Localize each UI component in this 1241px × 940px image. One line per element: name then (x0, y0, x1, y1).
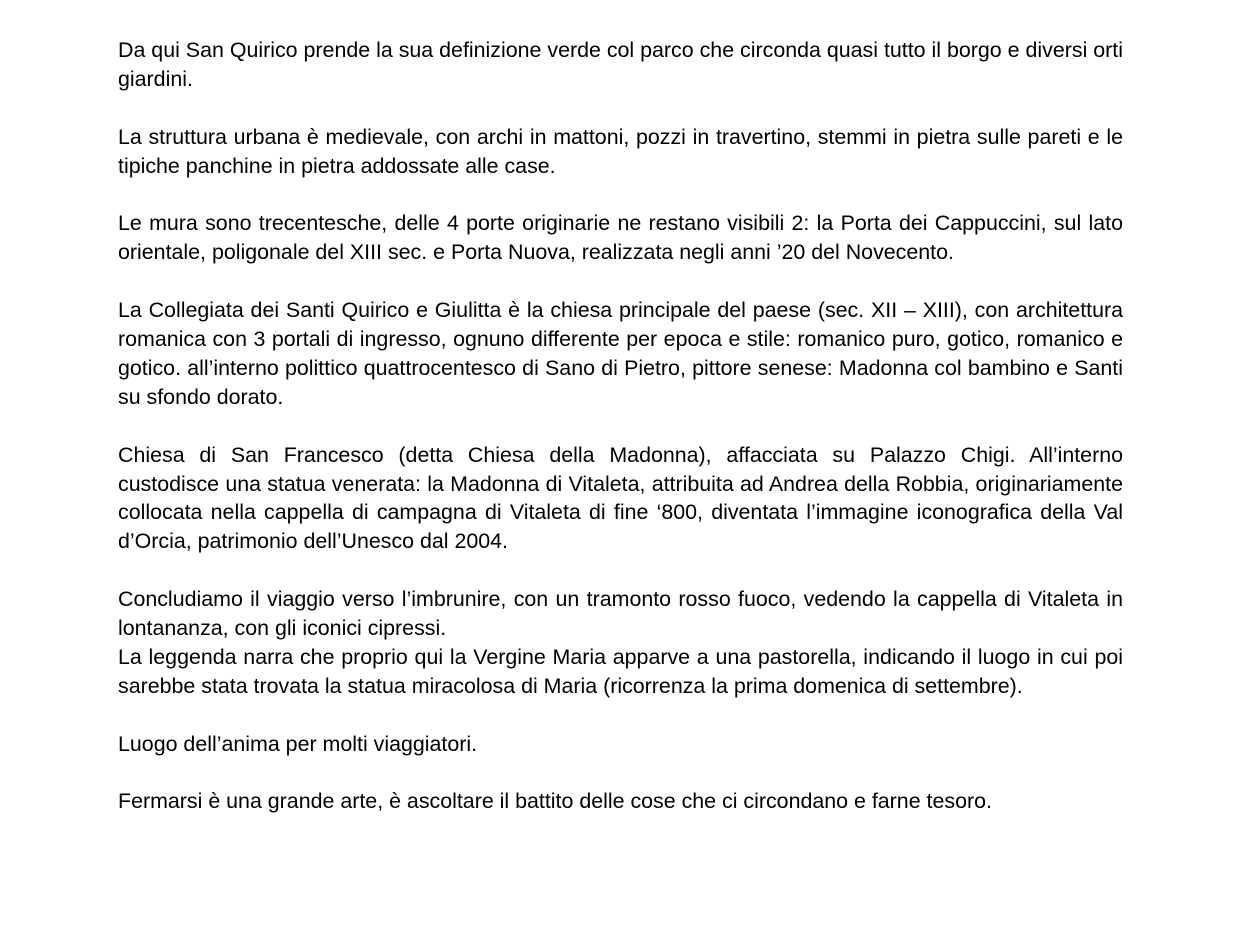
paragraph-sunset-journey: Concludiamo il viaggio verso l’imbrunire, con un tramonto rosso fuoco, vedendo la cappella di Vitaleta in lontananza, con gli iconici cipressi. (118, 587, 1123, 641)
document-page (118, 36, 1123, 816)
paragraph-legend: La leggenda narra che proprio qui la Vergine Maria apparve a una pastorella, indicando il luogo in cui poi sarebbe stata trovata la statua miracolosa di Maria (ricorrenza la prima domenica di settembre). (118, 644, 1123, 698)
paragraph-collegiata: La Collegiata dei Santi Quirico e Giulitta è la chiesa principale del paese (sec. XII – XIII), con architettura romanica con 3 portali di ingresso, ognuno differente per epoca e stile: romanico puro, gotico, romanico e gotico. all’interno polittico quattrocentesco di Sano di Pietro, pittore senese: Madonna col bambino e Santi su sfondo dorato. (118, 298, 1123, 409)
paragraph-walls-gates: Le mura sono trecentesche, delle 4 porte originarie ne restano visibili 2: la Porta dei Cappuccini, sul lato orientale, poligonale del XIII sec. e Porta Nuova, realizzata negli anni ’20 del Novecento. (118, 211, 1123, 265)
paragraph-stopping-art: Fermarsi è una grande arte, è ascoltare il battito delle cose che ci circondano e farne tesoro. (118, 789, 992, 814)
paragraph-san-francesco: Chiesa di San Francesco (detta Chiesa della Madonna), affacciata su Palazzo Chigi. All’interno custodisce una statua venerata: la Madonna di Vitaleta, attribuita ad Andrea della Robbia, originariamente collocata nella cappella di campagna di Vitaleta di fine ‘800, diventata l’immagine iconografica della Val d’Orcia, patrimonio dell’Unesco dal 2004. (118, 442, 1123, 554)
paragraph-green-park: Da qui San Quirico prende la sua definizione verde col parco che circonda quasi tutto il borgo e diversi orti giardini. (118, 38, 1123, 91)
paragraph-soul-place: Luogo dell’anima per molti viaggiatori. (118, 731, 478, 756)
paragraph-urban-structure: La struttura urbana è medievale, con archi in mattoni, pozzi in travertino, stemmi in pietra sulle pareti e le tipiche panchine in pietra addossate alle case. (118, 124, 1123, 178)
